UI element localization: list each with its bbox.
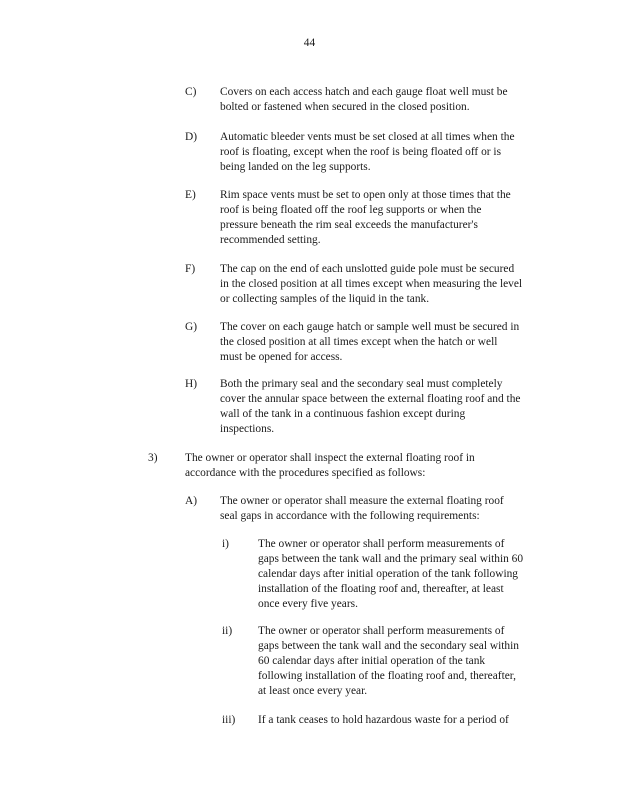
item-text: [185, 451, 475, 481]
text-line: accordance with the procedures specified as follows:: [185, 467, 426, 479]
item-label: i): [222, 538, 229, 550]
text-line: The owner or operator shall measure the external floating roof: [220, 495, 504, 507]
item-label: C): [185, 86, 197, 98]
text-line: recommended setting.: [220, 234, 321, 246]
text-line: Covers on each access hatch and each gauge float well must be: [220, 86, 508, 98]
text-line: Automatic bleeder vents must be set closed at all times when the: [220, 131, 515, 143]
text-line: roof is being floated off the roof leg supports or when the: [220, 204, 482, 216]
text-line: once every five years.: [258, 598, 358, 610]
text-line: The cover on each gauge hatch or sample well must be secured in: [220, 321, 520, 333]
item-label: 3): [148, 452, 158, 464]
text-line: seal gaps in accordance with the following requirements:: [220, 510, 480, 522]
text-line: pressure beneath the rim seal exceeds the manufacturer's: [220, 219, 478, 231]
text-line: following installation of the floating roof and, thereafter,: [258, 670, 516, 682]
item-label: ii): [222, 625, 233, 637]
item-text: [220, 188, 511, 248]
text-line: in the closed position at all times except when measuring the level: [220, 278, 523, 290]
item-text: [258, 713, 509, 728]
text-line: Rim space vents must be set to open only at those times that the: [220, 189, 511, 201]
item-label: H): [185, 378, 198, 390]
item-text: [220, 377, 520, 437]
text-line: The owner or operator shall perform measurements of: [258, 625, 505, 637]
text-line: installation of the floating roof and, thereafter, at least: [258, 583, 504, 595]
item-text: [220, 320, 519, 365]
text-line: gaps between the tank wall and the secondary seal within: [258, 640, 519, 652]
text-line: The owner or operator shall inspect the external floating roof in: [185, 452, 475, 464]
text-line: at least once every year.: [258, 685, 368, 697]
text-line: The cap on the end of each unslotted guide pole must be secured: [220, 263, 515, 275]
text-line: gaps between the tank wall and the primary seal within 60: [258, 553, 524, 565]
item-label: G): [185, 321, 198, 333]
text-line: must be opened for access.: [220, 351, 343, 363]
item-text: [258, 537, 523, 612]
item-text: [220, 494, 504, 524]
text-line: Both the primary seal and the secondary seal must completely: [220, 378, 503, 390]
text-line: The owner or operator shall perform measurements of: [258, 538, 505, 550]
text-line: calendar days after initial operation of the tank following: [258, 568, 518, 580]
item-label: A): [185, 495, 198, 507]
text-line: inspections.: [220, 423, 275, 435]
item-label: F): [185, 263, 196, 275]
page-number: 44: [303, 37, 316, 49]
text-line: or collecting samples of the liquid in the tank.: [220, 293, 430, 305]
item-text: [220, 130, 515, 175]
item-label: D): [185, 131, 198, 143]
text-line: 60 calendar days after initial operation of the tank: [258, 655, 486, 667]
item-label: iii): [222, 714, 236, 726]
item-text: [258, 624, 519, 699]
item-text: [220, 262, 522, 307]
item-label: E): [185, 189, 196, 201]
text-line: being landed on the leg supports.: [220, 161, 371, 173]
text-line: bolted or fastened when secured in the closed position.: [220, 101, 470, 113]
text-line: wall of the tank in a continuous fashion except during: [220, 408, 466, 420]
item-text: [220, 85, 508, 115]
text-line: the closed position at all times except when the hatch or well: [220, 336, 498, 348]
text-line: If a tank ceases to hold hazardous waste for a period of: [258, 714, 509, 726]
text-line: roof is floating, except when the roof is being floated off or is: [220, 146, 502, 158]
text-line: cover the annular space between the external floating roof and the: [220, 393, 521, 405]
